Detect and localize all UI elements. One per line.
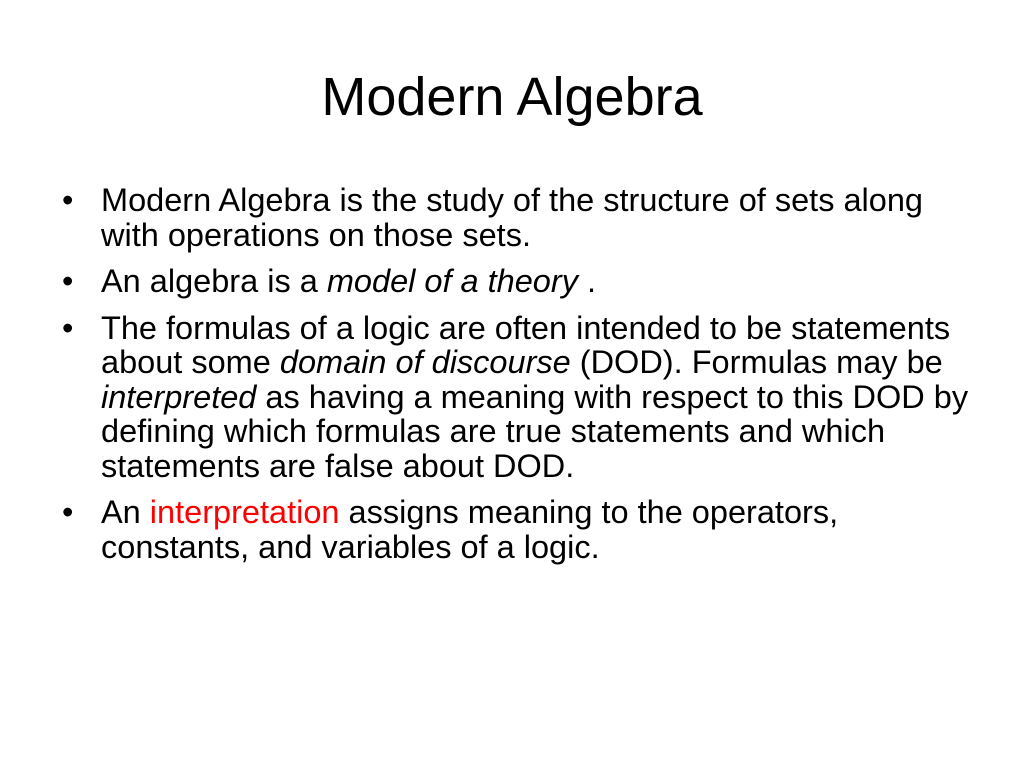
bullet-dot-icon: • xyxy=(62,182,74,218)
bullet-item-model xyxy=(62,264,982,299)
bullet-list xyxy=(62,183,982,576)
bullet-text-end: as having a meaning with respect to this DOD by defining which formulas are true statements and which statements are false about DOD. xyxy=(101,378,969,484)
emphasis-interpreted: interpreted xyxy=(101,378,257,415)
bullet-text: An xyxy=(101,494,150,530)
bullet-dot-icon: • xyxy=(62,309,74,346)
emphasis-model-of-a-theory: model of a theory xyxy=(326,263,578,299)
bullet-text: Modern Algebra is the study of the structure of sets along with operations on those sets. xyxy=(101,182,923,253)
bullet-dot-icon: • xyxy=(62,263,74,299)
bullet-text: An algebra is a xyxy=(101,263,327,299)
bullet-text-end: assigns meaning to the operators, constants, and variables of a logic. xyxy=(101,494,839,565)
bullet-text-end: . xyxy=(577,263,597,299)
bullet-dot-icon: • xyxy=(62,494,74,530)
highlight-interpretation: interpretation xyxy=(149,494,340,530)
bullet-item-formulas xyxy=(62,311,982,484)
bullet-item-interpretation xyxy=(62,495,982,564)
bullet-text: The formulas of a logic are often intended to be statements about some xyxy=(101,309,951,380)
slide-title: Modern Algebra xyxy=(321,67,703,127)
bullet-text-middle: (DOD). Formulas may be xyxy=(570,344,943,380)
emphasis-domain-of-discourse: domain of discourse xyxy=(279,344,571,380)
bullet-item-definition xyxy=(62,183,982,252)
